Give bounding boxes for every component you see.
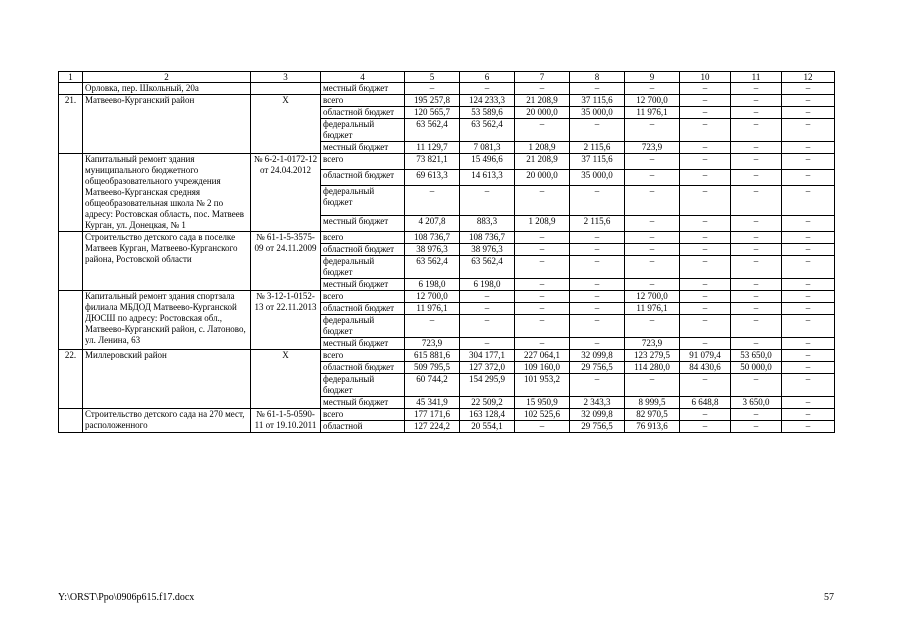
amount-cell: –: [731, 338, 782, 350]
object-name: Миллеровский район: [83, 350, 251, 409]
amount-cell: –: [680, 95, 731, 107]
amount-cell: 154 295,9: [460, 374, 515, 397]
amount-cell: –: [731, 409, 782, 421]
amount-cell: –: [625, 83, 680, 95]
amount-cell: 723,9: [405, 338, 460, 350]
header-cell: 8: [570, 72, 625, 83]
amount-cell: 38 976,3: [405, 244, 460, 256]
amount-cell: –: [570, 291, 625, 303]
document-ref: Х: [251, 95, 321, 154]
amount-cell: –: [515, 119, 570, 142]
amount-cell: 82 970,5: [625, 409, 680, 421]
amount-cell: –: [680, 216, 731, 232]
amount-cell: –: [731, 315, 782, 338]
amount-cell: 32 099,8: [570, 350, 625, 362]
amount-cell: –: [782, 232, 835, 244]
amount-cell: 73 821,1: [405, 154, 460, 170]
amount-cell: –: [570, 315, 625, 338]
amount-cell: –: [731, 216, 782, 232]
amount-cell: –: [625, 374, 680, 397]
amount-cell: 37 115,6: [570, 95, 625, 107]
amount-cell: –: [731, 142, 782, 154]
amount-cell: –: [625, 185, 680, 215]
amount-cell: 21 208,9: [515, 95, 570, 107]
document-ref: № 61-1-5-3575-09 от 24.11.2009: [251, 232, 321, 291]
amount-cell: –: [625, 232, 680, 244]
document-ref: Х: [251, 350, 321, 409]
amount-cell: –: [515, 338, 570, 350]
object-name: Строительство детского сада в поселке Матвеев Курган, Матвеево-Курганского района, Ростовской области: [83, 232, 251, 291]
table-row: [59, 154, 835, 170]
amount-cell: –: [731, 279, 782, 291]
amount-cell: –: [782, 315, 835, 338]
amount-cell: 163 128,4: [460, 409, 515, 421]
amount-cell: –: [680, 256, 731, 279]
funding-source: местный бюджет: [321, 216, 405, 232]
amount-cell: –: [460, 185, 515, 215]
funding-source: всего: [321, 350, 405, 362]
amount-cell: –: [570, 83, 625, 95]
amount-cell: –: [731, 232, 782, 244]
amount-cell: –: [570, 244, 625, 256]
file-path: Y:\ORST\Ppo\0906p615.f17.docx: [58, 592, 195, 603]
object-name: Строительство детского сада на 270 мест, расположенного: [83, 409, 251, 433]
amount-cell: 109 160,0: [515, 362, 570, 374]
amount-cell: –: [680, 374, 731, 397]
amount-cell: –: [782, 397, 835, 409]
amount-cell: 8 999,5: [625, 397, 680, 409]
amount-cell: –: [782, 338, 835, 350]
amount-cell: –: [570, 256, 625, 279]
amount-cell: 101 953,2: [515, 374, 570, 397]
amount-cell: 2 343,3: [570, 397, 625, 409]
amount-cell: 120 565,7: [405, 107, 460, 119]
funding-source: областной бюджет: [321, 303, 405, 315]
amount-cell: 6 198,0: [405, 279, 460, 291]
amount-cell: –: [782, 350, 835, 362]
amount-cell: 11 976,1: [405, 303, 460, 315]
amount-cell: 14 613,3: [460, 169, 515, 185]
amount-cell: –: [680, 291, 731, 303]
table-row: [59, 95, 835, 107]
amount-cell: –: [782, 95, 835, 107]
amount-cell: –: [680, 232, 731, 244]
amount-cell: 4 207,8: [405, 216, 460, 232]
header-cell: 2: [83, 72, 251, 83]
amount-cell: –: [515, 303, 570, 315]
amount-cell: 29 756,5: [570, 362, 625, 374]
row-number: 21.: [59, 95, 83, 154]
amount-cell: 32 099,8: [570, 409, 625, 421]
amount-cell: –: [731, 119, 782, 142]
amount-cell: –: [782, 142, 835, 154]
object-name: Матвеево-Курганский район: [83, 95, 251, 154]
amount-cell: 123 279,5: [625, 350, 680, 362]
document-ref: № 3-12-1-0152-13 от 22.11.2013: [251, 291, 321, 350]
funding-source: местный бюджет: [321, 279, 405, 291]
funding-source: местный бюджет: [321, 83, 405, 95]
amount-cell: –: [405, 83, 460, 95]
table-row: [59, 83, 835, 95]
funding-source: федеральный бюджет: [321, 256, 405, 279]
funding-source: федеральный бюджет: [321, 374, 405, 397]
amount-cell: 2 115,6: [570, 216, 625, 232]
amount-cell: 124 233,3: [460, 95, 515, 107]
amount-cell: –: [782, 244, 835, 256]
funding-source: всего: [321, 291, 405, 303]
amount-cell: –: [625, 279, 680, 291]
header-cell: 7: [515, 72, 570, 83]
amount-cell: 20 000,0: [515, 107, 570, 119]
header-cell: 6: [460, 72, 515, 83]
row-number: 22.: [59, 350, 83, 409]
amount-cell: 6 648,8: [680, 397, 731, 409]
object-name: Капитальный ремонт здания муниципального бюджетного общеобразовательного учреждения Матвеево-Курганская средняя общеобразовательная школа № 2 по адресу: Ростовская область, пос. Матвеев Курган, ул. Донецкая, № 1: [83, 154, 251, 232]
amount-cell: –: [625, 256, 680, 279]
amount-cell: 21 208,9: [515, 154, 570, 170]
header-cell: 3: [251, 72, 321, 83]
header-cell: 1: [59, 72, 83, 83]
amount-cell: 195 257,8: [405, 95, 460, 107]
amount-cell: –: [515, 421, 570, 433]
funding-source: местный бюджет: [321, 338, 405, 350]
funding-source: местный бюджет: [321, 397, 405, 409]
amount-cell: –: [731, 421, 782, 433]
amount-cell: 102 525,6: [515, 409, 570, 421]
amount-cell: 35 000,0: [570, 107, 625, 119]
funding-source: всего: [321, 154, 405, 170]
row-number: [59, 232, 83, 291]
amount-cell: 114 280,0: [625, 362, 680, 374]
amount-cell: 22 509,2: [460, 397, 515, 409]
amount-cell: 723,9: [625, 338, 680, 350]
amount-cell: 11 129,7: [405, 142, 460, 154]
amount-cell: –: [782, 107, 835, 119]
amount-cell: –: [680, 409, 731, 421]
amount-cell: 1 208,9: [515, 216, 570, 232]
amount-cell: –: [515, 291, 570, 303]
amount-cell: –: [680, 421, 731, 433]
document-ref: № 61-1-5-0590-11 от 19.10.2011: [251, 409, 321, 433]
amount-cell: 63 562,4: [405, 119, 460, 142]
amount-cell: 127 224,2: [405, 421, 460, 433]
amount-cell: –: [625, 315, 680, 338]
amount-cell: 60 744,2: [405, 374, 460, 397]
document-ref: [251, 83, 321, 95]
amount-cell: –: [405, 185, 460, 215]
amount-cell: 53 589,6: [460, 107, 515, 119]
amount-cell: –: [625, 154, 680, 170]
amount-cell: 723,9: [625, 142, 680, 154]
amount-cell: 227 064,1: [515, 350, 570, 362]
amount-cell: –: [731, 83, 782, 95]
row-number: [59, 291, 83, 350]
amount-cell: –: [515, 315, 570, 338]
funding-source: всего: [321, 232, 405, 244]
amount-cell: –: [570, 374, 625, 397]
amount-cell: –: [782, 374, 835, 397]
amount-cell: –: [570, 303, 625, 315]
amount-cell: –: [782, 83, 835, 95]
amount-cell: –: [782, 169, 835, 185]
amount-cell: 7 081,3: [460, 142, 515, 154]
amount-cell: –: [515, 256, 570, 279]
amount-cell: 3 650,0: [731, 397, 782, 409]
amount-cell: –: [405, 315, 460, 338]
amount-cell: –: [731, 107, 782, 119]
amount-cell: –: [515, 185, 570, 215]
amount-cell: –: [782, 256, 835, 279]
amount-cell: –: [782, 291, 835, 303]
amount-cell: –: [680, 107, 731, 119]
amount-cell: 15 950,9: [515, 397, 570, 409]
amount-cell: 304 177,1: [460, 350, 515, 362]
header-cell: 4: [321, 72, 405, 83]
amount-cell: –: [625, 216, 680, 232]
column-number-row: [59, 72, 835, 83]
amount-cell: 1 208,9: [515, 142, 570, 154]
amount-cell: 20 000,0: [515, 169, 570, 185]
amount-cell: –: [570, 338, 625, 350]
amount-cell: –: [515, 232, 570, 244]
funding-source: местный бюджет: [321, 142, 405, 154]
amount-cell: 76 913,6: [625, 421, 680, 433]
amount-cell: –: [515, 244, 570, 256]
amount-cell: –: [782, 409, 835, 421]
amount-cell: 11 976,1: [625, 303, 680, 315]
amount-cell: 883,3: [460, 216, 515, 232]
funding-source: областной бюджет: [321, 244, 405, 256]
header-cell: 12: [782, 72, 835, 83]
amount-cell: –: [731, 95, 782, 107]
amount-cell: 2 115,6: [570, 142, 625, 154]
header-cell: 11: [731, 72, 782, 83]
amount-cell: 63 562,4: [460, 119, 515, 142]
funding-source: областной бюджет: [321, 362, 405, 374]
amount-cell: –: [570, 232, 625, 244]
amount-cell: 20 554,1: [460, 421, 515, 433]
amount-cell: –: [731, 256, 782, 279]
amount-cell: –: [680, 119, 731, 142]
amount-cell: –: [731, 303, 782, 315]
amount-cell: 108 736,7: [460, 232, 515, 244]
funding-source: областной бюджет: [321, 107, 405, 119]
amount-cell: 6 198,0: [460, 279, 515, 291]
amount-cell: 509 795,5: [405, 362, 460, 374]
table-row: [59, 409, 835, 421]
amount-cell: –: [782, 119, 835, 142]
amount-cell: –: [731, 244, 782, 256]
header-cell: 5: [405, 72, 460, 83]
amount-cell: –: [680, 154, 731, 170]
amount-cell: –: [460, 291, 515, 303]
amount-cell: 11 976,1: [625, 107, 680, 119]
amount-cell: 91 079,4: [680, 350, 731, 362]
object-name: Капитальный ремонт здания спортзала филиала МБДОД Матвеево-Курганской ДЮСШ по адресу: Ростовская обл., Матвеево-Курганский район, с. Латоново, ул. Ленина, 63: [83, 291, 251, 350]
amount-cell: 38 976,3: [460, 244, 515, 256]
amount-cell: –: [625, 244, 680, 256]
amount-cell: –: [680, 83, 731, 95]
funding-source: федеральный бюджет: [321, 119, 405, 142]
object-name: Орловка, пер. Школьный, 20а: [83, 83, 251, 95]
table-row: [59, 291, 835, 303]
amount-cell: 53 650,0: [731, 350, 782, 362]
funding-source: областной бюджет: [321, 169, 405, 185]
amount-cell: –: [782, 421, 835, 433]
amount-cell: –: [625, 169, 680, 185]
amount-cell: –: [731, 169, 782, 185]
amount-cell: 127 372,0: [460, 362, 515, 374]
amount-cell: –: [515, 83, 570, 95]
row-number: [59, 154, 83, 232]
document-ref: № 6-2-1-0172-12 от 24.04.2012: [251, 154, 321, 232]
table-row: [59, 232, 835, 244]
row-number: [59, 409, 83, 433]
amount-cell: –: [460, 338, 515, 350]
amount-cell: 15 496,6: [460, 154, 515, 170]
amount-cell: 63 562,4: [405, 256, 460, 279]
amount-cell: 35 000,0: [570, 169, 625, 185]
amount-cell: 69 613,3: [405, 169, 460, 185]
funding-source: областной: [321, 421, 405, 433]
amount-cell: –: [731, 374, 782, 397]
amount-cell: –: [680, 169, 731, 185]
amount-cell: 37 115,6: [570, 154, 625, 170]
funding-source: всего: [321, 409, 405, 421]
page-number: 57: [824, 592, 834, 603]
amount-cell: 29 756,5: [570, 421, 625, 433]
amount-cell: –: [680, 303, 731, 315]
amount-cell: –: [782, 303, 835, 315]
funding-source: федеральный бюджет: [321, 185, 405, 215]
table-row: [59, 350, 835, 362]
amount-cell: –: [570, 185, 625, 215]
amount-cell: –: [515, 279, 570, 291]
amount-cell: –: [570, 119, 625, 142]
row-number: [59, 83, 83, 95]
amount-cell: –: [680, 315, 731, 338]
amount-cell: –: [731, 291, 782, 303]
amount-cell: –: [731, 185, 782, 215]
amount-cell: 615 881,6: [405, 350, 460, 362]
amount-cell: –: [680, 279, 731, 291]
amount-cell: –: [680, 338, 731, 350]
amount-cell: 12 700,0: [405, 291, 460, 303]
amount-cell: –: [782, 362, 835, 374]
header-cell: 9: [625, 72, 680, 83]
amount-cell: –: [680, 244, 731, 256]
amount-cell: –: [680, 185, 731, 215]
amount-cell: 12 700,0: [625, 291, 680, 303]
funding-source: федеральный бюджет: [321, 315, 405, 338]
amount-cell: 84 430,6: [680, 362, 731, 374]
budget-table: [58, 71, 835, 433]
amount-cell: 50 000,0: [731, 362, 782, 374]
funding-source: всего: [321, 95, 405, 107]
header-cell: 10: [680, 72, 731, 83]
amount-cell: 177 171,6: [405, 409, 460, 421]
amount-cell: –: [460, 303, 515, 315]
amount-cell: –: [731, 154, 782, 170]
amount-cell: –: [570, 279, 625, 291]
amount-cell: –: [782, 185, 835, 215]
amount-cell: 45 341,9: [405, 397, 460, 409]
amount-cell: –: [782, 216, 835, 232]
amount-cell: 108 736,7: [405, 232, 460, 244]
amount-cell: –: [680, 142, 731, 154]
amount-cell: –: [625, 119, 680, 142]
amount-cell: –: [782, 154, 835, 170]
amount-cell: –: [460, 315, 515, 338]
amount-cell: 63 562,4: [460, 256, 515, 279]
amount-cell: –: [782, 279, 835, 291]
amount-cell: 12 700,0: [625, 95, 680, 107]
amount-cell: –: [460, 83, 515, 95]
